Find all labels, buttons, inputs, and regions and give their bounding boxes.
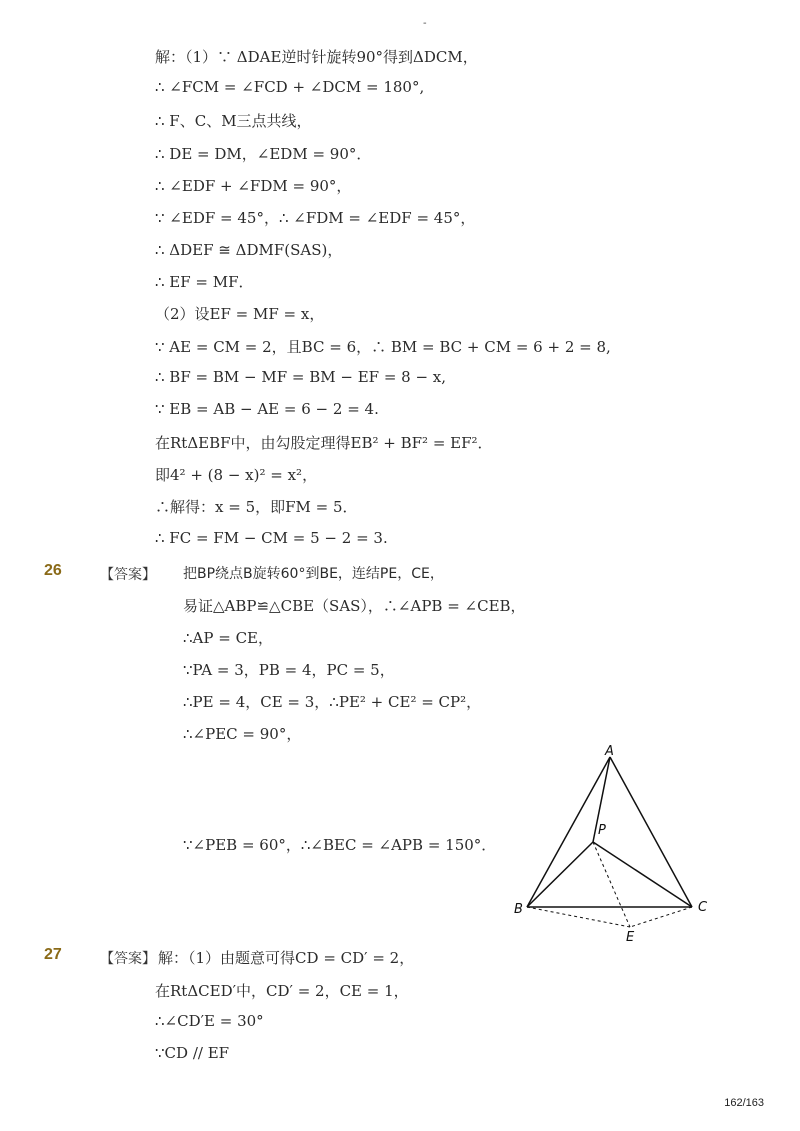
solution-line: ∴解得：x = 5，即FM = 5． [155, 498, 358, 516]
answer-line: ∴∠PEC = 90°， [183, 725, 302, 743]
solution-line: 在RtΔEBF中，由勾股定理得EB² + BF² = EF²． [155, 434, 493, 452]
solution-line: ∴ F、C、M三点共线， [155, 112, 312, 130]
label-c: C [698, 900, 708, 915]
answer-line: ∵∠PEB = 60°，∴∠BEC = ∠APB = 150°． [183, 836, 497, 854]
solution-line: ∵ ∠EDF = 45°，∴ ∠FDM = ∠EDF = 45°， [155, 209, 476, 227]
page-number: 162/163 [724, 1097, 764, 1109]
answer-line: 把BP绕点B旋转60°到BE，连结PE，CE， [183, 566, 444, 582]
answer-label: 【答案】 [100, 567, 156, 583]
solution-line: ∴ BF = BM − MF = BM − EF = 8 − x, [155, 368, 447, 386]
answer-line: 解：（1）由题意可得CD = CD′ = 2， [158, 949, 415, 967]
segment-cp [593, 842, 692, 907]
segment-bp [527, 842, 593, 907]
segment-be [527, 907, 630, 927]
answer-line: ∵PA = 3，PB = 4，PC = 5， [183, 661, 395, 679]
solution-line: （2）设EF = MF = x， [155, 305, 325, 323]
solution-line: ∴ DE = DM，∠EDM = 90°． [155, 145, 372, 163]
answer-line: ∵CD // EF [155, 1044, 230, 1062]
solution-line: ∴ ∠FCM = ∠FCD + ∠DCM = 180°, [155, 78, 425, 96]
solution-line: ∴ ∠EDF + ∠FDM = 90°， [155, 177, 352, 195]
segment-ac [610, 757, 692, 907]
question-number: 27 [44, 946, 62, 963]
answer-label: 【答案】 [100, 951, 156, 967]
solution-line: 即4² + (8 − x)² = x²， [155, 466, 318, 484]
label-b: B [514, 902, 523, 917]
label-e: E [626, 930, 635, 945]
answer-line: ∴PE = 4，CE = 3，∴PE² + CE² = CP²， [183, 693, 482, 711]
answer-line: 在RtΔCED′中，CD′ = 2，CE = 1， [155, 982, 409, 1000]
question-number: 26 [44, 562, 62, 579]
segment-ce [630, 907, 692, 927]
solution-line: ∵ EB = AB − AE = 6 − 2 = 4. [155, 400, 379, 418]
solution-line: ∵ AE = CM = 2，且BC = 6，∴ BM = BC + CM = 6 + 2 = 8, [155, 338, 611, 356]
solution-line: ∴ ΔDEF ≅ ΔDMF(SAS)， [155, 241, 343, 259]
solution-line: ∴ EF = MF． [155, 273, 254, 291]
label-p: P [598, 823, 606, 838]
solution-line: ∴ FC = FM − CM = 5 − 2 = 3. [155, 529, 388, 547]
answer-line: ∴∠CD′E = 30° [155, 1012, 264, 1030]
header-mark: - [423, 18, 427, 29]
answer-line: ∴AP = CE， [183, 629, 274, 647]
geometry-figure [505, 742, 725, 947]
answer-line: 易证△ABP≌△CBE（SAS），∴∠APB = ∠CEB， [183, 597, 526, 615]
solution-line: 解：（1）∵ ΔDAE逆时针旋转90°得到ΔDCM， [155, 48, 478, 66]
label-a: A [605, 744, 614, 759]
